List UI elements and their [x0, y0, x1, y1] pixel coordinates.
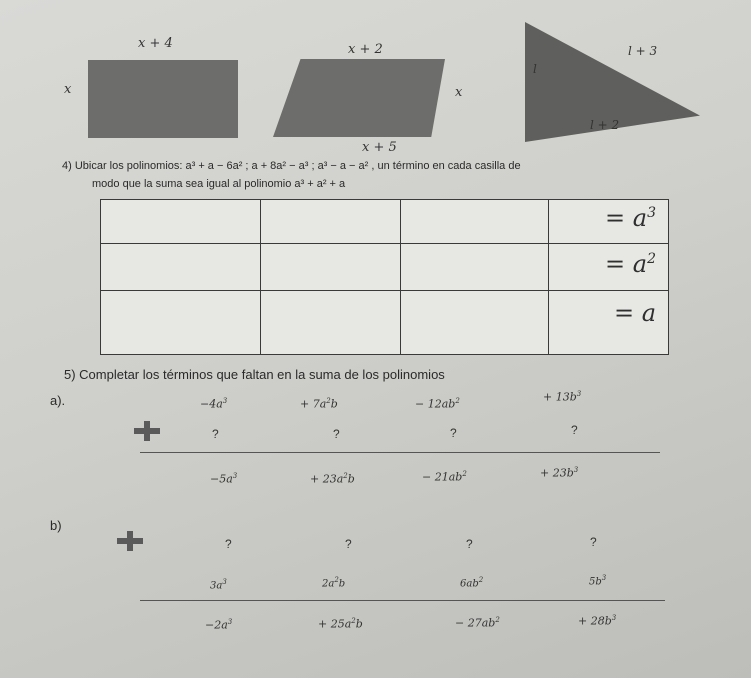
- sum-line: [140, 452, 660, 453]
- trapezoid-figure: [273, 59, 445, 137]
- a-unknown[interactable]: ?: [333, 427, 340, 441]
- trapezoid-right-label: x: [455, 85, 463, 100]
- exercise5a-label: a).: [50, 393, 66, 408]
- a-row1-term: − $12ab^2$: [415, 397, 460, 411]
- b-row2-term: $6ab^2$: [460, 576, 484, 590]
- b-row2-term: $5b^3$: [589, 574, 607, 588]
- b-unknown[interactable]: ?: [345, 537, 352, 551]
- b-unknown[interactable]: ?: [225, 537, 232, 551]
- table-cell-r1c1[interactable]: [101, 200, 261, 244]
- a-row1-term: + $13b^3$: [543, 390, 582, 404]
- a-row1-term: $-4a^3$: [200, 397, 228, 411]
- trapezoid-top-label: x + 2: [348, 42, 383, 57]
- table-cell-r3c1[interactable]: [101, 291, 261, 354]
- result-a2: = $a^2$: [605, 250, 656, 278]
- table-cell-r2c2[interactable]: [261, 244, 401, 291]
- table-cell-r2c1[interactable]: [101, 244, 261, 291]
- plus-icon: [117, 531, 143, 551]
- table-result-cell: [549, 244, 668, 291]
- rectangle-side-label: x: [64, 82, 72, 97]
- exercise5-title: 5) Completar los términos que faltan en la suma de los polinomios: [64, 367, 445, 382]
- result-a: = a: [613, 299, 656, 327]
- b-row2-term: $3a^3$: [210, 578, 227, 592]
- table-result-cell: [549, 200, 668, 244]
- table-cell-r1c3[interactable]: [401, 200, 549, 244]
- sum-line: [140, 600, 665, 601]
- a-unknown[interactable]: ?: [571, 423, 578, 437]
- table-cell-r3c2[interactable]: [261, 291, 401, 354]
- a-unknown[interactable]: ?: [450, 426, 457, 440]
- rectangle-top-label: x + 4: [138, 36, 173, 51]
- b-result-term: + $28b^3$: [578, 614, 617, 628]
- b-row2-term: $2a^2b$: [322, 576, 346, 590]
- triangle-side-label: l: [533, 62, 537, 76]
- a-row1-term: + $7a^2b$: [300, 397, 338, 411]
- result-a3: = $a^3$: [605, 204, 656, 232]
- a-result-term: − $21ab^2$: [422, 470, 467, 484]
- plus-icon: [134, 421, 160, 441]
- table-cell-r1c2[interactable]: [261, 200, 401, 244]
- a-result-term: + $23b^3$: [540, 466, 579, 480]
- exercise5b-label: b): [50, 518, 62, 533]
- b-unknown[interactable]: ?: [466, 537, 473, 551]
- table-cell-r2c3[interactable]: [401, 244, 549, 291]
- table-result-cell: [549, 291, 668, 354]
- a-result-term: + $23a^2b$: [310, 472, 355, 486]
- triangle-base-label: l + 2: [590, 118, 620, 132]
- exercise4-line1: 4) Ubicar los polinomios: a³ + a − 6a² ; a + 8a² − a³ ; a³ − a − a² , un término en cada casilla de: [62, 160, 521, 172]
- trapezoid-bottom-label: x + 5: [362, 140, 397, 155]
- a-unknown[interactable]: ?: [212, 427, 219, 441]
- b-unknown[interactable]: ?: [590, 535, 597, 549]
- exercise4-table: [100, 199, 669, 355]
- b-result-term: − $27ab^2$: [455, 616, 500, 630]
- a-result-term: $-5a^3$: [210, 472, 238, 486]
- table-cell-r3c3[interactable]: [401, 291, 549, 354]
- triangle-hyp-label: l + 3: [628, 44, 658, 58]
- b-result-term: $-2a^3$: [205, 618, 233, 632]
- rectangle-figure: [88, 60, 238, 138]
- exercise4-line2: modo que la suma sea igual al polinomio a³ + a² + a: [92, 178, 346, 190]
- b-result-term: + $25a^2b$: [318, 617, 363, 631]
